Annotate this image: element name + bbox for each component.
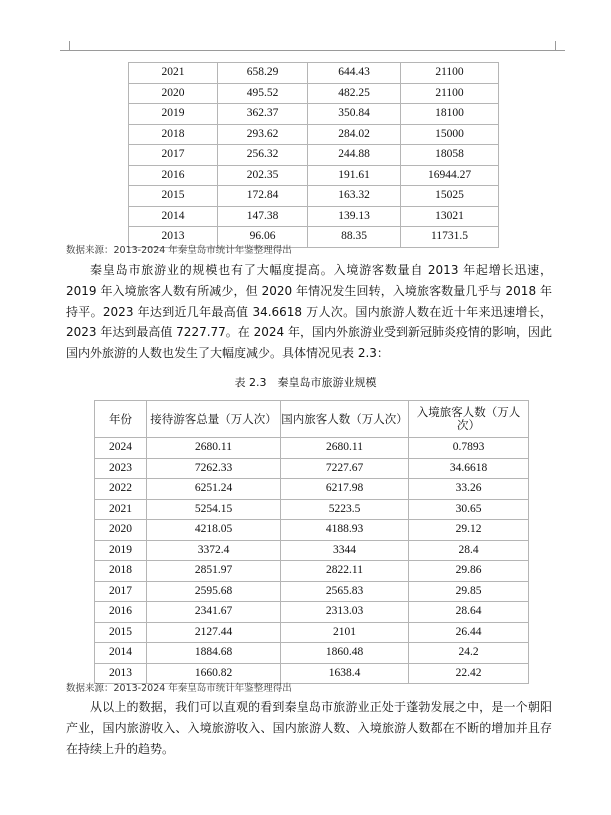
table-cell: 28.4: [409, 540, 529, 561]
tourism-revenue-table: [128, 62, 499, 248]
table-row: [95, 520, 529, 541]
table2-source-note: 数据来源：2013-2024 年秦皇岛市统计年鉴整理得出: [66, 683, 292, 694]
table-cell: 30.65: [409, 499, 529, 520]
table-cell: 6251.24: [147, 479, 281, 500]
table-row: [129, 165, 499, 186]
table-cell: 350.84: [308, 104, 401, 125]
table-cell: 2595.68: [147, 581, 281, 602]
table-cell: 2015: [129, 186, 218, 207]
table-cell: 34.6618: [409, 458, 529, 479]
table-cell: 13021: [401, 206, 499, 227]
table-cell: 256.32: [218, 145, 308, 166]
table-cell: 18100: [401, 104, 499, 125]
paragraph-text: 秦皇岛市旅游业的规模也有了大幅度提高。入境游客数量自 2013 年起增长迅速，2019 年入境旅客人数有所减少，但 2020 年情况发生回转，入境旅客数量几乎与 2018 年持平。2023 年达到近几年最高值 34.6618 万人次。国内旅游人数在近十年来迅速增长，2023 年达到最高值 7227.77。在 2024 年，国内外旅游业受到新冠肺炎疫情的影响，因此国内外旅游的人数也发生了大幅度减少。具体情况见表 2.3：: [66, 263, 552, 361]
table-cell: 2013: [95, 663, 147, 684]
table-cell: 2014: [129, 206, 218, 227]
table-cell: 1884.68: [147, 643, 281, 664]
table-cell: 362.37: [218, 104, 308, 125]
table-cell: 15025: [401, 186, 499, 207]
table-cell: 22.42: [409, 663, 529, 684]
table-cell: 29.12: [409, 520, 529, 541]
table-row: [129, 186, 499, 207]
table-cell: 5254.15: [147, 499, 281, 520]
table-cell: 4188.93: [281, 520, 409, 541]
table-cell: 2680.11: [147, 438, 281, 459]
table-cell: 11731.5: [401, 227, 499, 248]
table-row: [95, 643, 529, 664]
table-cell: 658.29: [218, 63, 308, 84]
table-cell: 2017: [129, 145, 218, 166]
column-header: 国内旅客人数（万人次）: [281, 401, 409, 438]
paragraph-text: 从以上的数据，我们可以直观的看到秦皇岛市旅游业正处于蓬勃发展之中，是一个朝阳产业，国内旅游收入、入境旅游收入、国内旅游人数、入境旅游人数都在不断的增加并且存在持续上升的趋势。: [66, 700, 552, 756]
table2-caption: 表 2.3 秦皇岛市旅游业规模: [234, 376, 377, 389]
table-cell: 2020: [95, 520, 147, 541]
table-cell: 2015: [95, 622, 147, 643]
table-cell: 2822.11: [281, 561, 409, 582]
table-cell: 2680.11: [281, 438, 409, 459]
table-cell: 21100: [401, 63, 499, 84]
table-row: [95, 581, 529, 602]
table-row: [95, 499, 529, 520]
table-row: [129, 145, 499, 166]
table-row: [95, 479, 529, 500]
table-cell: 139.13: [308, 206, 401, 227]
table-cell: 2018: [129, 124, 218, 145]
table-cell: 21100: [401, 83, 499, 104]
table-cell: 96.06: [218, 227, 308, 248]
table-cell: 495.52: [218, 83, 308, 104]
table-cell: 7262.33: [147, 458, 281, 479]
table-cell: 163.32: [308, 186, 401, 207]
table-cell: 2014: [95, 643, 147, 664]
table-cell: 15000: [401, 124, 499, 145]
table-cell: 0.7893: [409, 438, 529, 459]
table-cell: 2017: [95, 581, 147, 602]
table-row: [129, 83, 499, 104]
table-cell: 147.38: [218, 206, 308, 227]
paragraph-tourism-scale: [66, 260, 552, 364]
table1-source-note: 数据来源：2013-2024 年秦皇岛市统计年鉴整理得出: [66, 245, 292, 256]
table-cell: 2016: [129, 165, 218, 186]
tourism-scale-table: [94, 400, 529, 684]
paragraph-conclusion: [66, 697, 552, 759]
table-cell: 1860.48: [281, 643, 409, 664]
table-row: [129, 124, 499, 145]
table-cell: 284.02: [308, 124, 401, 145]
table-cell: 3344: [281, 540, 409, 561]
table-row: [95, 458, 529, 479]
table-cell: 2565.83: [281, 581, 409, 602]
table-cell: 24.2: [409, 643, 529, 664]
table-cell: 28.64: [409, 602, 529, 623]
table-cell: 644.43: [308, 63, 401, 84]
table-cell: 16944.27: [401, 165, 499, 186]
table-cell: 4218.05: [147, 520, 281, 541]
table-cell: 482.25: [308, 83, 401, 104]
table-cell: 2019: [95, 540, 147, 561]
table-cell: 18058: [401, 145, 499, 166]
table-row: [95, 622, 529, 643]
column-header: 年份: [95, 401, 147, 438]
table-cell: 2024: [95, 438, 147, 459]
table-row: [95, 540, 529, 561]
table-cell: 3372.4: [147, 540, 281, 561]
table-cell: 244.88: [308, 145, 401, 166]
table-cell: 29.86: [409, 561, 529, 582]
table-row: [129, 104, 499, 125]
table-cell: 2127.44: [147, 622, 281, 643]
table-cell: 172.84: [218, 186, 308, 207]
table-cell: 293.62: [218, 124, 308, 145]
table-row: [95, 602, 529, 623]
table-row: [129, 63, 499, 84]
table-cell: 2019: [129, 104, 218, 125]
table-cell: 88.35: [308, 227, 401, 248]
table-cell: 2851.97: [147, 561, 281, 582]
table-cell: 2021: [129, 63, 218, 84]
table-header-row: [95, 401, 529, 438]
table-cell: 5223.5: [281, 499, 409, 520]
table-cell: 7227.67: [281, 458, 409, 479]
table-cell: 2023: [95, 458, 147, 479]
header-rule: [69, 50, 555, 51]
table-cell: 2313.03: [281, 602, 409, 623]
table-cell: 6217.98: [281, 479, 409, 500]
table-cell: 191.61: [308, 165, 401, 186]
table-cell: 2013: [129, 227, 218, 248]
crop-mark-top-right: [555, 41, 565, 51]
table-cell: 2018: [95, 561, 147, 582]
table-cell: 33.26: [409, 479, 529, 500]
table-cell: 2101: [281, 622, 409, 643]
table-cell: 2020: [129, 83, 218, 104]
table-row: [95, 561, 529, 582]
table-cell: 2341.67: [147, 602, 281, 623]
table-cell: 2016: [95, 602, 147, 623]
column-header: 入境旅客人数（万人次）: [409, 401, 529, 438]
table-cell: 2021: [95, 499, 147, 520]
table-cell: 2022: [95, 479, 147, 500]
table-cell: 1660.82: [147, 663, 281, 684]
column-header: 接待游客总量（万人次）: [147, 401, 281, 438]
table-cell: 202.35: [218, 165, 308, 186]
table-cell: 1638.4: [281, 663, 409, 684]
table-row: [129, 206, 499, 227]
table-cell: 26.44: [409, 622, 529, 643]
table-row: [95, 438, 529, 459]
table-cell: 29.85: [409, 581, 529, 602]
